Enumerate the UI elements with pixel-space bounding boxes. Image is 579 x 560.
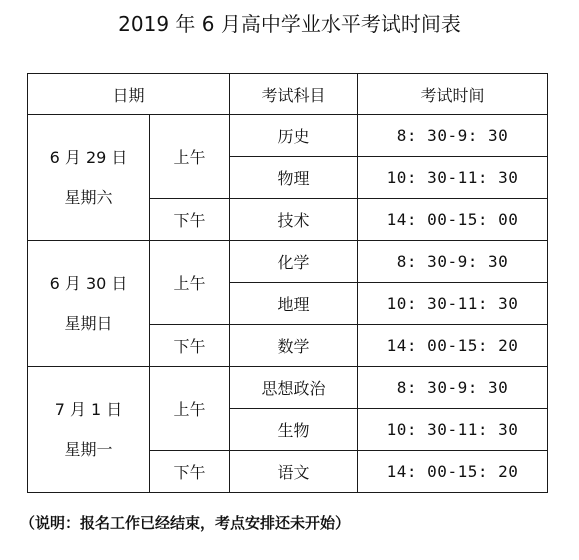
date-cell bbox=[28, 367, 150, 493]
period-cell: 下午 bbox=[150, 199, 230, 241]
subject-cell: 生物 bbox=[230, 409, 358, 451]
exam-schedule-table bbox=[27, 73, 548, 493]
date-label: 7 月 1 日 bbox=[54, 399, 123, 419]
date-label: 6 月 29 日 bbox=[49, 147, 128, 167]
header-row bbox=[28, 74, 548, 115]
subject-cell: 化学 bbox=[230, 241, 358, 283]
period-cell: 上午 bbox=[150, 241, 230, 325]
weekday-label: 星期日 bbox=[64, 313, 113, 333]
date-cell bbox=[28, 241, 150, 367]
time-cell: 14: 00-15: 00 bbox=[358, 199, 548, 241]
time-cell: 10: 30-11: 30 bbox=[358, 283, 548, 325]
weekday-label: 星期六 bbox=[64, 187, 113, 207]
header-time: 考试时间 bbox=[358, 74, 548, 115]
footnote: （说明：报名工作已经结束，考点安排还未开始） bbox=[20, 514, 351, 532]
period-cell: 下午 bbox=[150, 325, 230, 367]
page-title: 2019 年 6 月高中学业水平考试时间表 bbox=[118, 12, 461, 36]
time-cell: 8: 30-9: 30 bbox=[358, 115, 548, 157]
date-label: 6 月 30 日 bbox=[49, 273, 128, 293]
date-cell bbox=[28, 115, 150, 241]
period-cell: 下午 bbox=[150, 451, 230, 493]
time-cell: 10: 30-11: 30 bbox=[358, 409, 548, 451]
time-cell: 14: 00-15: 20 bbox=[358, 325, 548, 367]
header-subject: 考试科目 bbox=[230, 74, 358, 115]
time-cell: 10: 30-11: 30 bbox=[358, 157, 548, 199]
subject-cell: 历史 bbox=[230, 115, 358, 157]
subject-cell: 地理 bbox=[230, 283, 358, 325]
period-cell: 上午 bbox=[150, 367, 230, 451]
header-date: 日期 bbox=[28, 74, 230, 115]
weekday-label: 星期一 bbox=[64, 439, 113, 459]
subject-cell: 技术 bbox=[230, 199, 358, 241]
time-cell: 8: 30-9: 30 bbox=[358, 241, 548, 283]
time-cell: 8: 30-9: 30 bbox=[358, 367, 548, 409]
table-row bbox=[28, 115, 548, 157]
subject-cell: 物理 bbox=[230, 157, 358, 199]
subject-cell: 语文 bbox=[230, 451, 358, 493]
table-row bbox=[28, 367, 548, 409]
period-cell: 上午 bbox=[150, 115, 230, 199]
subject-cell: 思想政治 bbox=[230, 367, 358, 409]
time-cell: 14: 00-15: 20 bbox=[358, 451, 548, 493]
subject-cell: 数学 bbox=[230, 325, 358, 367]
table-row bbox=[28, 241, 548, 283]
